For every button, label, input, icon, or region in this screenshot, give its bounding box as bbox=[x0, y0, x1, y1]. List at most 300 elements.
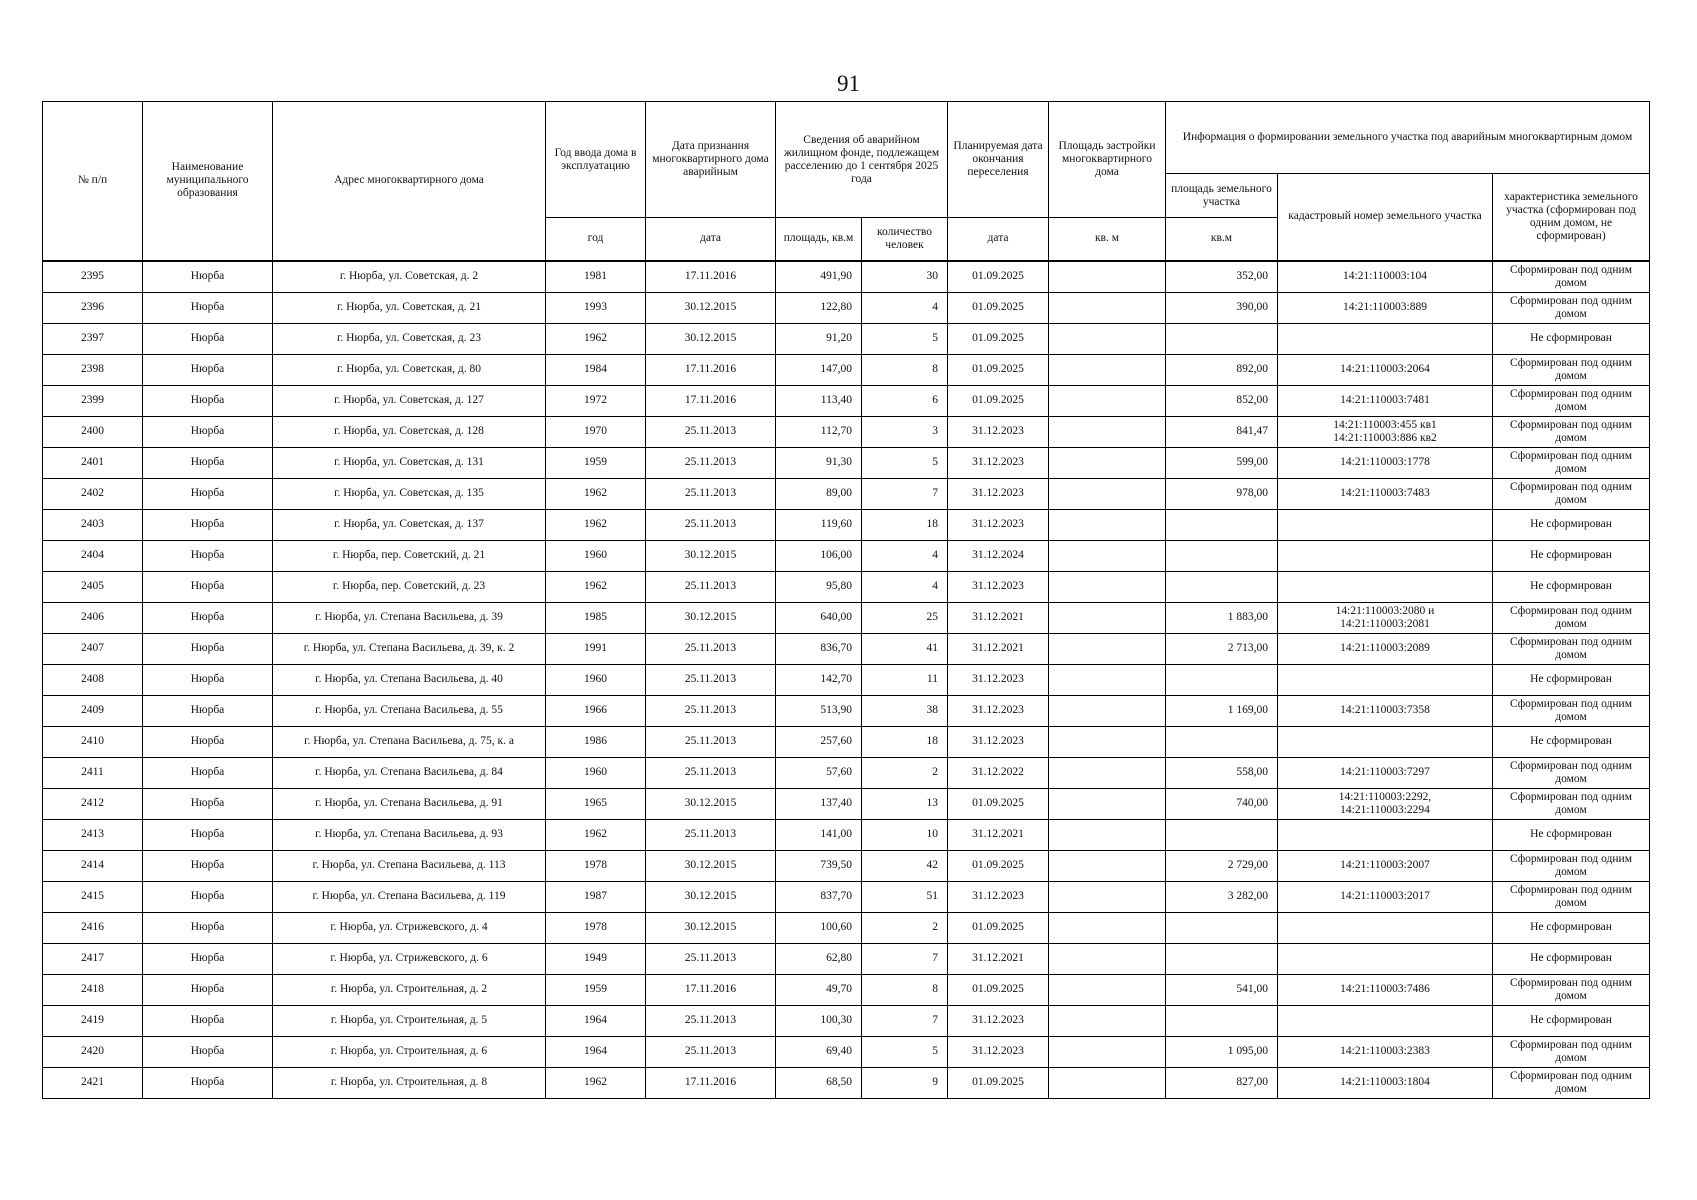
cell-planned-end: 31.12.2023 bbox=[948, 695, 1049, 726]
cell-people: 4 bbox=[862, 292, 948, 323]
cell-land-status: Сформирован под одним домом bbox=[1493, 881, 1650, 912]
header-address: Адрес многоквартирного дома bbox=[273, 102, 546, 261]
cell-land-area bbox=[1166, 943, 1278, 974]
cell-area: 69,40 bbox=[776, 1036, 862, 1067]
cell-building-area bbox=[1049, 695, 1166, 726]
cell-recognition-date: 17.11.2016 bbox=[646, 354, 776, 385]
cell-year: 1970 bbox=[546, 416, 646, 447]
cell-recognition-date: 17.11.2016 bbox=[646, 385, 776, 416]
table-row bbox=[43, 1067, 1650, 1098]
cell-area: 142,70 bbox=[776, 664, 862, 695]
cell-municipality: Нюрба bbox=[143, 323, 273, 354]
cell-planned-end: 31.12.2023 bbox=[948, 571, 1049, 602]
cell-area: 89,00 bbox=[776, 478, 862, 509]
cell-land-status: Сформирован под одним домом bbox=[1493, 633, 1650, 664]
cell-address: г. Нюрба, ул. Степана Васильева, д. 84 bbox=[273, 757, 546, 788]
cell-cadastral bbox=[1278, 912, 1493, 943]
cell-year: 1993 bbox=[546, 292, 646, 323]
cell-people: 2 bbox=[862, 757, 948, 788]
table-row bbox=[43, 633, 1650, 664]
cell-land-status: Сформирован под одним домом bbox=[1493, 416, 1650, 447]
cell-num: 2409 bbox=[43, 695, 143, 726]
cell-land-status: Не сформирован bbox=[1493, 819, 1650, 850]
cell-people: 6 bbox=[862, 385, 948, 416]
cell-land-area: 3 282,00 bbox=[1166, 881, 1278, 912]
cell-land-area: 599,00 bbox=[1166, 447, 1278, 478]
cell-area: 640,00 bbox=[776, 602, 862, 633]
cell-people: 10 bbox=[862, 819, 948, 850]
cell-planned-end: 31.12.2023 bbox=[948, 447, 1049, 478]
cell-planned-end: 31.12.2021 bbox=[948, 943, 1049, 974]
cell-land-area: 1 169,00 bbox=[1166, 695, 1278, 726]
cell-building-area bbox=[1049, 850, 1166, 881]
table-row bbox=[43, 912, 1650, 943]
cell-num: 2406 bbox=[43, 602, 143, 633]
cell-area: 836,70 bbox=[776, 633, 862, 664]
cell-address: г. Нюрба, ул. Строительная, д. 6 bbox=[273, 1036, 546, 1067]
cell-cadastral: 14:21:110003:2064 bbox=[1278, 354, 1493, 385]
cell-planned-end: 31.12.2023 bbox=[948, 664, 1049, 695]
cell-recognition-date: 30.12.2015 bbox=[646, 788, 776, 819]
cell-recognition-date: 25.11.2013 bbox=[646, 819, 776, 850]
cell-municipality: Нюрба bbox=[143, 943, 273, 974]
cell-land-area bbox=[1166, 664, 1278, 695]
cell-people: 5 bbox=[862, 1036, 948, 1067]
cell-planned-end: 01.09.2025 bbox=[948, 323, 1049, 354]
cell-land-area: 740,00 bbox=[1166, 788, 1278, 819]
header-emergency-info: Сведения об аварийном жилищном фонде, подлежащем расселению до 1 сентября 2025 года bbox=[776, 102, 948, 218]
cell-land-status: Не сформирован bbox=[1493, 509, 1650, 540]
cell-area: 112,70 bbox=[776, 416, 862, 447]
header-year-built: Год ввода дома в эксплуатацию bbox=[546, 102, 646, 218]
cell-address: г. Нюрба, ул. Стрижевского, д. 4 bbox=[273, 912, 546, 943]
cell-area: 62,80 bbox=[776, 943, 862, 974]
cell-people: 7 bbox=[862, 478, 948, 509]
cell-recognition-date: 25.11.2013 bbox=[646, 571, 776, 602]
cell-num: 2413 bbox=[43, 819, 143, 850]
cell-municipality: Нюрба bbox=[143, 602, 273, 633]
cell-planned-end: 01.09.2025 bbox=[948, 974, 1049, 1005]
cell-land-area: 841,47 bbox=[1166, 416, 1278, 447]
cell-municipality: Нюрба bbox=[143, 819, 273, 850]
cell-land-area bbox=[1166, 323, 1278, 354]
cell-land-status: Сформирован под одним домом bbox=[1493, 974, 1650, 1005]
cell-address: г. Нюрба, ул. Советская, д. 127 bbox=[273, 385, 546, 416]
cell-land-area: 1 095,00 bbox=[1166, 1036, 1278, 1067]
cell-land-status: Сформирован под одним домом bbox=[1493, 602, 1650, 633]
cell-planned-end: 31.12.2023 bbox=[948, 1036, 1049, 1067]
cell-area: 513,90 bbox=[776, 695, 862, 726]
cell-people: 7 bbox=[862, 943, 948, 974]
table-row bbox=[43, 1036, 1650, 1067]
cell-area: 122,80 bbox=[776, 292, 862, 323]
cell-cadastral bbox=[1278, 819, 1493, 850]
cell-num: 2401 bbox=[43, 447, 143, 478]
cell-land-area: 352,00 bbox=[1166, 261, 1278, 293]
cell-cadastral: 14:21:110003:7486 bbox=[1278, 974, 1493, 1005]
table-row bbox=[43, 695, 1650, 726]
cell-address: г. Нюрба, ул. Строительная, д. 2 bbox=[273, 974, 546, 1005]
cell-municipality: Нюрба bbox=[143, 292, 273, 323]
cell-recognition-date: 30.12.2015 bbox=[646, 881, 776, 912]
cell-cadastral: 14:21:110003:2080 и 14:21:110003:2081 bbox=[1278, 602, 1493, 633]
cell-building-area bbox=[1049, 509, 1166, 540]
cell-recognition-date: 30.12.2015 bbox=[646, 323, 776, 354]
cell-planned-end: 31.12.2023 bbox=[948, 416, 1049, 447]
cell-building-area bbox=[1049, 664, 1166, 695]
cell-building-area bbox=[1049, 416, 1166, 447]
cell-cadastral bbox=[1278, 571, 1493, 602]
cell-address: г. Нюрба, ул. Степана Васильева, д. 93 bbox=[273, 819, 546, 850]
cell-address: г. Нюрба, ул. Советская, д. 131 bbox=[273, 447, 546, 478]
cell-num: 2395 bbox=[43, 261, 143, 293]
cell-building-area bbox=[1049, 292, 1166, 323]
cell-building-area bbox=[1049, 1005, 1166, 1036]
cell-planned-end: 01.09.2025 bbox=[948, 292, 1049, 323]
cell-address: г. Нюрба, ул. Стрижевского, д. 6 bbox=[273, 943, 546, 974]
cell-people: 3 bbox=[862, 416, 948, 447]
cell-year: 1960 bbox=[546, 757, 646, 788]
cell-num: 2397 bbox=[43, 323, 143, 354]
cell-people: 8 bbox=[862, 354, 948, 385]
cell-people: 11 bbox=[862, 664, 948, 695]
cell-land-status: Сформирован под одним домом bbox=[1493, 354, 1650, 385]
cell-municipality: Нюрба bbox=[143, 912, 273, 943]
cell-land-area bbox=[1166, 819, 1278, 850]
cell-municipality: Нюрба bbox=[143, 385, 273, 416]
cell-address: г. Нюрба, ул. Строительная, д. 5 bbox=[273, 1005, 546, 1036]
cell-land-status: Не сформирован bbox=[1493, 1005, 1650, 1036]
cell-people: 25 bbox=[862, 602, 948, 633]
cell-num: 2415 bbox=[43, 881, 143, 912]
cell-building-area bbox=[1049, 726, 1166, 757]
cell-cadastral: 14:21:110003:2383 bbox=[1278, 1036, 1493, 1067]
cell-cadastral: 14:21:110003:2089 bbox=[1278, 633, 1493, 664]
cell-recognition-date: 30.12.2015 bbox=[646, 292, 776, 323]
table-row bbox=[43, 447, 1650, 478]
cell-address: г. Нюрба, ул. Степана Васильева, д. 91 bbox=[273, 788, 546, 819]
table-row bbox=[43, 974, 1650, 1005]
cell-year: 1991 bbox=[546, 633, 646, 664]
cell-municipality: Нюрба bbox=[143, 261, 273, 293]
cell-cadastral: 14:21:110003:1778 bbox=[1278, 447, 1493, 478]
cell-address: г. Нюрба, ул. Степана Васильева, д. 75, к. а bbox=[273, 726, 546, 757]
cell-recognition-date: 25.11.2013 bbox=[646, 943, 776, 974]
cell-cadastral: 14:21:110003:455 кв1 14:21:110003:886 кв2 bbox=[1278, 416, 1493, 447]
cell-municipality: Нюрба bbox=[143, 509, 273, 540]
cell-planned-end: 01.09.2025 bbox=[948, 385, 1049, 416]
cell-num: 2407 bbox=[43, 633, 143, 664]
header-num: № п/п bbox=[43, 102, 143, 261]
cell-cadastral: 14:21:110003:7481 bbox=[1278, 385, 1493, 416]
cell-planned-end: 31.12.2023 bbox=[948, 478, 1049, 509]
cell-num: 2418 bbox=[43, 974, 143, 1005]
cell-land-area bbox=[1166, 912, 1278, 943]
unit-area: площадь, кв.м bbox=[776, 218, 862, 261]
cell-building-area bbox=[1049, 540, 1166, 571]
cell-building-area bbox=[1049, 1067, 1166, 1098]
cell-land-area: 852,00 bbox=[1166, 385, 1278, 416]
cell-municipality: Нюрба bbox=[143, 664, 273, 695]
cell-land-area: 2 729,00 bbox=[1166, 850, 1278, 881]
cell-num: 2419 bbox=[43, 1005, 143, 1036]
cell-area: 113,40 bbox=[776, 385, 862, 416]
cell-num: 2408 bbox=[43, 664, 143, 695]
cell-year: 1984 bbox=[546, 354, 646, 385]
cell-people: 9 bbox=[862, 1067, 948, 1098]
cell-area: 491,90 bbox=[776, 261, 862, 293]
cell-people: 8 bbox=[862, 974, 948, 1005]
cell-building-area bbox=[1049, 385, 1166, 416]
table-row bbox=[43, 323, 1650, 354]
cell-people: 4 bbox=[862, 571, 948, 602]
cell-year: 1972 bbox=[546, 385, 646, 416]
cell-planned-end: 01.09.2025 bbox=[948, 850, 1049, 881]
cell-num: 2414 bbox=[43, 850, 143, 881]
cell-planned-end: 31.12.2023 bbox=[948, 1005, 1049, 1036]
cell-people: 5 bbox=[862, 447, 948, 478]
cell-year: 1962 bbox=[546, 478, 646, 509]
cell-planned-end: 31.12.2021 bbox=[948, 819, 1049, 850]
cell-land-area: 978,00 bbox=[1166, 478, 1278, 509]
table-row bbox=[43, 509, 1650, 540]
table-row bbox=[43, 602, 1650, 633]
cell-building-area bbox=[1049, 819, 1166, 850]
header-municipality: Наименование муниципального образования bbox=[143, 102, 273, 261]
cell-land-area: 541,00 bbox=[1166, 974, 1278, 1005]
cell-planned-end: 01.09.2025 bbox=[948, 912, 1049, 943]
table-row bbox=[43, 292, 1650, 323]
cell-year: 1978 bbox=[546, 850, 646, 881]
cell-num: 2410 bbox=[43, 726, 143, 757]
cell-cadastral: 14:21:110003:2292, 14:21:110003:2294 bbox=[1278, 788, 1493, 819]
cell-recognition-date: 25.11.2013 bbox=[646, 757, 776, 788]
cell-recognition-date: 25.11.2013 bbox=[646, 447, 776, 478]
cell-address: г. Нюрба, ул. Советская, д. 80 bbox=[273, 354, 546, 385]
cell-year: 1962 bbox=[546, 571, 646, 602]
cell-cadastral bbox=[1278, 664, 1493, 695]
cell-building-area bbox=[1049, 602, 1166, 633]
cell-recognition-date: 25.11.2013 bbox=[646, 1005, 776, 1036]
cell-building-area bbox=[1049, 354, 1166, 385]
header-planned-end: Планируемая дата окончания переселения bbox=[948, 102, 1049, 218]
cell-land-status: Сформирован под одним домом bbox=[1493, 788, 1650, 819]
cell-people: 51 bbox=[862, 881, 948, 912]
unit-building-area: кв. м bbox=[1049, 218, 1166, 261]
cell-people: 7 bbox=[862, 1005, 948, 1036]
cell-num: 2416 bbox=[43, 912, 143, 943]
header-land-area: площадь земельного участка bbox=[1166, 174, 1278, 218]
cell-area: 100,30 bbox=[776, 1005, 862, 1036]
header-land-info: Информация о формировании земельного участка под аварийным многоквартирным домом bbox=[1166, 102, 1650, 174]
cell-recognition-date: 30.12.2015 bbox=[646, 850, 776, 881]
cell-land-status: Сформирован под одним домом bbox=[1493, 385, 1650, 416]
cell-area: 137,40 bbox=[776, 788, 862, 819]
cell-cadastral: 14:21:110003:7297 bbox=[1278, 757, 1493, 788]
cell-area: 119,60 bbox=[776, 509, 862, 540]
cell-planned-end: 31.12.2023 bbox=[948, 509, 1049, 540]
cell-cadastral bbox=[1278, 943, 1493, 974]
cell-people: 2 bbox=[862, 912, 948, 943]
cell-planned-end: 31.12.2021 bbox=[948, 633, 1049, 664]
cell-planned-end: 31.12.2022 bbox=[948, 757, 1049, 788]
table-row bbox=[43, 261, 1650, 293]
cell-municipality: Нюрба bbox=[143, 881, 273, 912]
cell-recognition-date: 25.11.2013 bbox=[646, 509, 776, 540]
cell-municipality: Нюрба bbox=[143, 757, 273, 788]
cell-recognition-date: 17.11.2016 bbox=[646, 261, 776, 293]
cell-address: г. Нюрба, ул. Степана Васильева, д. 55 bbox=[273, 695, 546, 726]
cell-num: 2421 bbox=[43, 1067, 143, 1098]
table-row bbox=[43, 1005, 1650, 1036]
cell-planned-end: 31.12.2021 bbox=[948, 602, 1049, 633]
cell-municipality: Нюрба bbox=[143, 571, 273, 602]
cell-municipality: Нюрба bbox=[143, 633, 273, 664]
cell-recognition-date: 17.11.2016 bbox=[646, 1067, 776, 1098]
table-row bbox=[43, 416, 1650, 447]
cell-land-area bbox=[1166, 540, 1278, 571]
cell-year: 1985 bbox=[546, 602, 646, 633]
cell-land-status: Сформирован под одним домом bbox=[1493, 1036, 1650, 1067]
cell-planned-end: 31.12.2023 bbox=[948, 881, 1049, 912]
cell-year: 1962 bbox=[546, 323, 646, 354]
cell-cadastral bbox=[1278, 1005, 1493, 1036]
cell-address: г. Нюрба, ул. Степана Васильева, д. 119 bbox=[273, 881, 546, 912]
cell-num: 2398 bbox=[43, 354, 143, 385]
cell-land-area: 390,00 bbox=[1166, 292, 1278, 323]
cell-area: 68,50 bbox=[776, 1067, 862, 1098]
cell-municipality: Нюрба bbox=[143, 540, 273, 571]
cell-address: г. Нюрба, ул. Степана Васильева, д. 39 bbox=[273, 602, 546, 633]
cell-area: 91,20 bbox=[776, 323, 862, 354]
cell-recognition-date: 25.11.2013 bbox=[646, 1036, 776, 1067]
cell-address: г. Нюрба, ул. Степана Васильева, д. 39, к. 2 bbox=[273, 633, 546, 664]
cell-building-area bbox=[1049, 478, 1166, 509]
cell-people: 5 bbox=[862, 323, 948, 354]
cell-people: 30 bbox=[862, 261, 948, 293]
cell-municipality: Нюрба bbox=[143, 788, 273, 819]
cell-year: 1949 bbox=[546, 943, 646, 974]
cell-building-area bbox=[1049, 323, 1166, 354]
header-characteristic: характеристика земельного участка (сформирован под одним домом, не сформирован) bbox=[1493, 174, 1650, 261]
cell-cadastral: 14:21:110003:1804 bbox=[1278, 1067, 1493, 1098]
cell-area: 106,00 bbox=[776, 540, 862, 571]
cell-recognition-date: 25.11.2013 bbox=[646, 695, 776, 726]
cell-year: 1959 bbox=[546, 447, 646, 478]
page-number: 91 bbox=[837, 71, 860, 96]
cell-address: г. Нюрба, ул. Советская, д. 137 bbox=[273, 509, 546, 540]
cell-address: г. Нюрба, ул. Степана Васильева, д. 40 bbox=[273, 664, 546, 695]
unit-date: дата bbox=[646, 218, 776, 261]
cell-cadastral bbox=[1278, 726, 1493, 757]
cell-num: 2417 bbox=[43, 943, 143, 974]
cell-num: 2411 bbox=[43, 757, 143, 788]
cell-address: г. Нюрба, ул. Строительная, д. 8 bbox=[273, 1067, 546, 1098]
table-body bbox=[43, 261, 1650, 1099]
cell-land-status: Сформирован под одним домом bbox=[1493, 292, 1650, 323]
cell-people: 41 bbox=[862, 633, 948, 664]
cell-address: г. Нюрба, ул. Советская, д. 21 bbox=[273, 292, 546, 323]
cell-num: 2405 bbox=[43, 571, 143, 602]
cell-num: 2404 bbox=[43, 540, 143, 571]
header-building-area: Площадь застройки многоквартирного дома bbox=[1049, 102, 1166, 218]
cell-cadastral bbox=[1278, 509, 1493, 540]
header-cadastral: кадастровый номер земельного участка bbox=[1278, 174, 1493, 261]
cell-area: 141,00 bbox=[776, 819, 862, 850]
cell-num: 2399 bbox=[43, 385, 143, 416]
emergency-housing-table bbox=[42, 101, 1650, 1099]
table-row bbox=[43, 540, 1650, 571]
cell-cadastral bbox=[1278, 540, 1493, 571]
cell-land-status: Не сформирован bbox=[1493, 323, 1650, 354]
table-row bbox=[43, 819, 1650, 850]
cell-land-area bbox=[1166, 509, 1278, 540]
cell-cadastral: 14:21:110003:2007 bbox=[1278, 850, 1493, 881]
cell-planned-end: 31.12.2023 bbox=[948, 726, 1049, 757]
cell-cadastral: 14:21:110003:7483 bbox=[1278, 478, 1493, 509]
cell-cadastral: 14:21:110003:7358 bbox=[1278, 695, 1493, 726]
cell-num: 2412 bbox=[43, 788, 143, 819]
table-row bbox=[43, 385, 1650, 416]
cell-land-status: Сформирован под одним домом bbox=[1493, 1067, 1650, 1098]
cell-land-status: Не сформирован bbox=[1493, 571, 1650, 602]
cell-building-area bbox=[1049, 757, 1166, 788]
cell-year: 1966 bbox=[546, 695, 646, 726]
cell-land-area: 827,00 bbox=[1166, 1067, 1278, 1098]
cell-cadastral: 14:21:110003:104 bbox=[1278, 261, 1493, 293]
cell-num: 2402 bbox=[43, 478, 143, 509]
cell-recognition-date: 25.11.2013 bbox=[646, 726, 776, 757]
cell-recognition-date: 30.12.2015 bbox=[646, 540, 776, 571]
table-header bbox=[43, 102, 1650, 261]
cell-address: г. Нюрба, ул. Советская, д. 135 bbox=[273, 478, 546, 509]
cell-land-area bbox=[1166, 726, 1278, 757]
cell-people: 18 bbox=[862, 509, 948, 540]
cell-municipality: Нюрба bbox=[143, 416, 273, 447]
cell-land-status: Не сформирован bbox=[1493, 540, 1650, 571]
table-row bbox=[43, 478, 1650, 509]
cell-building-area bbox=[1049, 261, 1166, 293]
cell-land-area bbox=[1166, 571, 1278, 602]
cell-cadastral: 14:21:110003:889 bbox=[1278, 292, 1493, 323]
cell-year: 1960 bbox=[546, 664, 646, 695]
cell-land-status: Сформирован под одним домом bbox=[1493, 850, 1650, 881]
cell-recognition-date: 25.11.2013 bbox=[646, 416, 776, 447]
table-row bbox=[43, 850, 1650, 881]
cell-land-status: Не сформирован bbox=[1493, 943, 1650, 974]
cell-year: 1986 bbox=[546, 726, 646, 757]
table-row bbox=[43, 943, 1650, 974]
cell-cadastral bbox=[1278, 323, 1493, 354]
cell-area: 95,80 bbox=[776, 571, 862, 602]
cell-people: 18 bbox=[862, 726, 948, 757]
cell-area: 257,60 bbox=[776, 726, 862, 757]
table-row bbox=[43, 726, 1650, 757]
cell-municipality: Нюрба bbox=[143, 354, 273, 385]
cell-area: 57,60 bbox=[776, 757, 862, 788]
cell-year: 1962 bbox=[546, 819, 646, 850]
cell-year: 1964 bbox=[546, 1005, 646, 1036]
cell-recognition-date: 25.11.2013 bbox=[646, 633, 776, 664]
cell-planned-end: 01.09.2025 bbox=[948, 788, 1049, 819]
cell-land-area: 2 713,00 bbox=[1166, 633, 1278, 664]
cell-num: 2420 bbox=[43, 1036, 143, 1067]
table-row bbox=[43, 664, 1650, 695]
cell-year: 1962 bbox=[546, 1067, 646, 1098]
cell-area: 147,00 bbox=[776, 354, 862, 385]
cell-land-area bbox=[1166, 1005, 1278, 1036]
cell-year: 1959 bbox=[546, 974, 646, 1005]
